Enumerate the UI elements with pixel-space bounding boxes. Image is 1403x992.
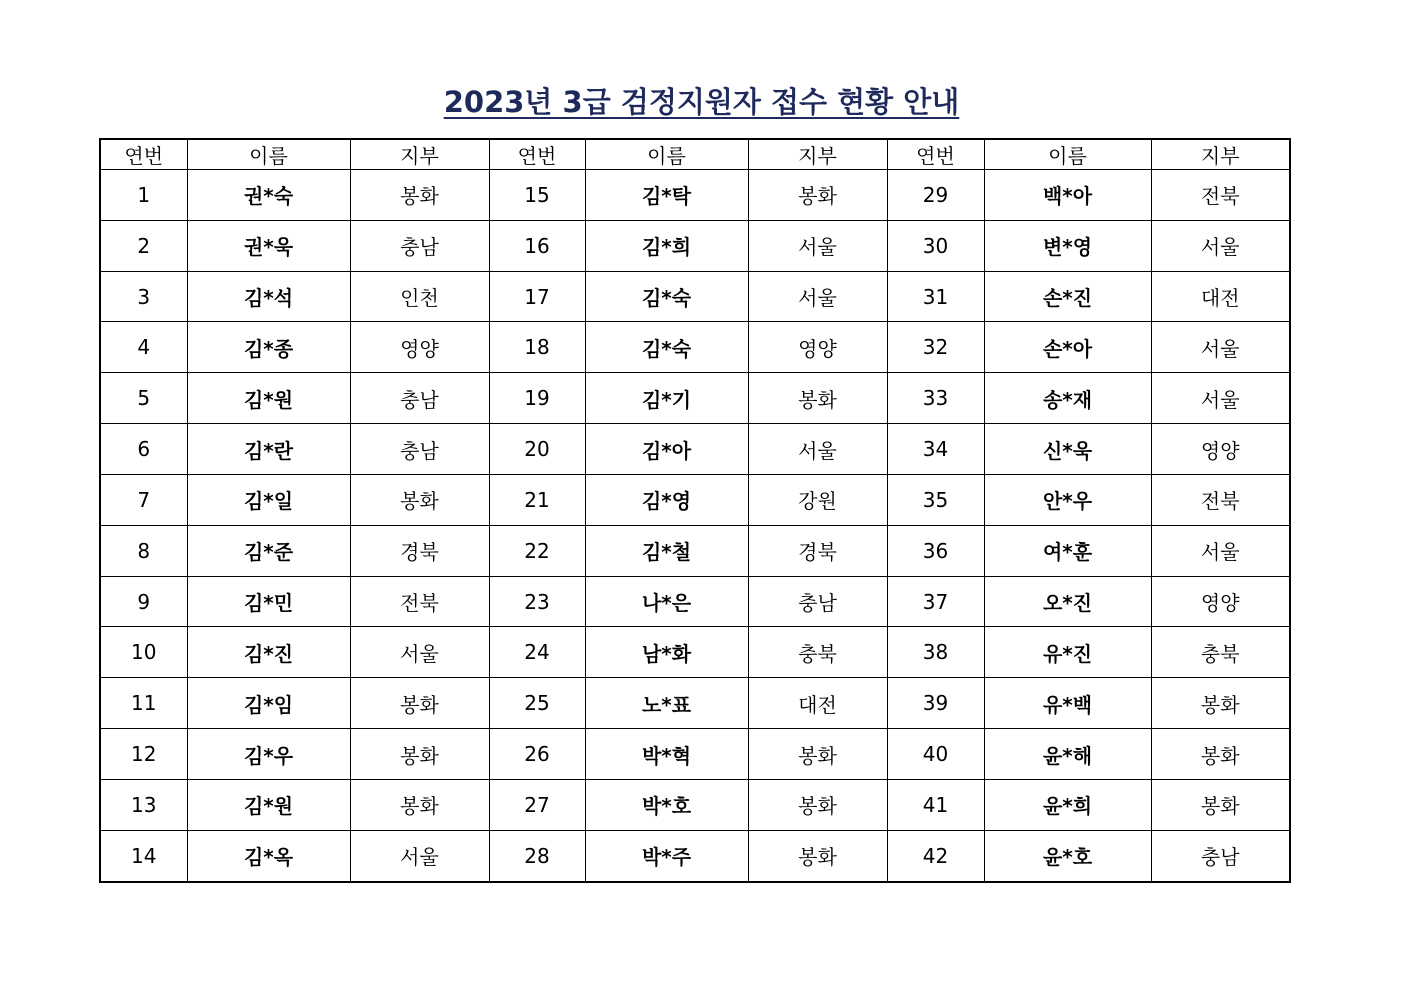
- cell-branch: 봉화: [748, 170, 887, 221]
- cell-no: 4: [100, 322, 187, 373]
- cell-name: 김*원: [187, 373, 350, 424]
- cell-no: 23: [489, 576, 585, 627]
- header-no: 연번: [100, 139, 187, 170]
- table-row: [100, 474, 1290, 525]
- cell-no: 39: [887, 678, 984, 729]
- cell-name: 김*란: [187, 424, 350, 475]
- cell-name: 나*은: [585, 576, 748, 627]
- cell-name: 김*숙: [585, 271, 748, 322]
- cell-no: 37: [887, 576, 984, 627]
- cell-no: 7: [100, 474, 187, 525]
- cell-name: 윤*해: [984, 729, 1151, 780]
- cell-no: 1: [100, 170, 187, 221]
- cell-branch: 서울: [748, 424, 887, 475]
- cell-name: 윤*호: [984, 830, 1151, 882]
- cell-branch: 충남: [350, 220, 489, 271]
- page-title: 2023년 3급 검정지원자 접수 현황 안내: [443, 85, 960, 119]
- cell-no: 41: [887, 779, 984, 830]
- cell-branch: 서울: [1151, 525, 1290, 576]
- cell-name: 유*백: [984, 678, 1151, 729]
- table-row: [100, 220, 1290, 271]
- cell-branch: 영양: [1151, 576, 1290, 627]
- cell-no: 24: [489, 627, 585, 678]
- cell-name: 유*진: [984, 627, 1151, 678]
- cell-branch: 충남: [1151, 830, 1290, 882]
- cell-no: 3: [100, 271, 187, 322]
- cell-name: 윤*희: [984, 779, 1151, 830]
- cell-branch: 충북: [1151, 627, 1290, 678]
- cell-no: 19: [489, 373, 585, 424]
- cell-name: 김*영: [585, 474, 748, 525]
- cell-name: 김*임: [187, 678, 350, 729]
- cell-no: 31: [887, 271, 984, 322]
- cell-no: 34: [887, 424, 984, 475]
- cell-branch: 봉화: [1151, 779, 1290, 830]
- cell-name: 송*재: [984, 373, 1151, 424]
- cell-name: 김*일: [187, 474, 350, 525]
- cell-no: 40: [887, 729, 984, 780]
- cell-name: 신*욱: [984, 424, 1151, 475]
- cell-branch: 봉화: [1151, 678, 1290, 729]
- cell-no: 38: [887, 627, 984, 678]
- cell-branch: 서울: [1151, 373, 1290, 424]
- cell-name: 안*우: [984, 474, 1151, 525]
- cell-name: 김*숙: [585, 322, 748, 373]
- cell-no: 42: [887, 830, 984, 882]
- applicant-table: [99, 138, 1291, 883]
- cell-name: 권*숙: [187, 170, 350, 221]
- table-row: [100, 627, 1290, 678]
- header-no: 연번: [489, 139, 585, 170]
- cell-no: 28: [489, 830, 585, 882]
- cell-no: 26: [489, 729, 585, 780]
- cell-no: 33: [887, 373, 984, 424]
- cell-name: 노*표: [585, 678, 748, 729]
- header-no: 연번: [887, 139, 984, 170]
- cell-name: 김*우: [187, 729, 350, 780]
- header-branch: 지부: [748, 139, 887, 170]
- cell-name: 김*희: [585, 220, 748, 271]
- cell-no: 30: [887, 220, 984, 271]
- cell-no: 13: [100, 779, 187, 830]
- cell-no: 25: [489, 678, 585, 729]
- cell-branch: 경북: [748, 525, 887, 576]
- table-row: [100, 779, 1290, 830]
- cell-branch: 충남: [350, 424, 489, 475]
- cell-branch: 서울: [350, 830, 489, 882]
- cell-name: 김*진: [187, 627, 350, 678]
- cell-no: 36: [887, 525, 984, 576]
- cell-branch: 봉화: [350, 729, 489, 780]
- cell-name: 손*아: [984, 322, 1151, 373]
- cell-name: 오*진: [984, 576, 1151, 627]
- table-row: [100, 678, 1290, 729]
- header-name: 이름: [984, 139, 1151, 170]
- cell-no: 11: [100, 678, 187, 729]
- cell-name: 박*주: [585, 830, 748, 882]
- cell-name: 손*진: [984, 271, 1151, 322]
- table-row: [100, 170, 1290, 221]
- cell-name: 김*기: [585, 373, 748, 424]
- cell-name: 박*혁: [585, 729, 748, 780]
- cell-branch: 대전: [1151, 271, 1290, 322]
- table-body: [100, 170, 1290, 883]
- cell-branch: 서울: [748, 220, 887, 271]
- cell-no: 2: [100, 220, 187, 271]
- cell-no: 32: [887, 322, 984, 373]
- cell-name: 김*종: [187, 322, 350, 373]
- cell-no: 21: [489, 474, 585, 525]
- cell-branch: 서울: [748, 271, 887, 322]
- header-branch: 지부: [350, 139, 489, 170]
- table-row: [100, 322, 1290, 373]
- cell-branch: 경북: [350, 525, 489, 576]
- cell-no: 22: [489, 525, 585, 576]
- cell-branch: 전북: [1151, 170, 1290, 221]
- cell-name: 김*석: [187, 271, 350, 322]
- cell-name: 박*호: [585, 779, 748, 830]
- cell-no: 15: [489, 170, 585, 221]
- cell-branch: 서울: [1151, 220, 1290, 271]
- header-name: 이름: [585, 139, 748, 170]
- cell-name: 김*준: [187, 525, 350, 576]
- cell-branch: 영양: [748, 322, 887, 373]
- cell-branch: 봉화: [748, 830, 887, 882]
- cell-branch: 서울: [350, 627, 489, 678]
- cell-branch: 봉화: [350, 170, 489, 221]
- cell-branch: 봉화: [350, 678, 489, 729]
- cell-branch: 대전: [748, 678, 887, 729]
- cell-no: 8: [100, 525, 187, 576]
- cell-name: 남*화: [585, 627, 748, 678]
- header-name: 이름: [187, 139, 350, 170]
- cell-no: 16: [489, 220, 585, 271]
- cell-name: 김*탁: [585, 170, 748, 221]
- cell-no: 18: [489, 322, 585, 373]
- table-row: [100, 271, 1290, 322]
- table-row: [100, 373, 1290, 424]
- cell-branch: 영양: [1151, 424, 1290, 475]
- cell-branch: 충남: [350, 373, 489, 424]
- cell-branch: 전북: [350, 576, 489, 627]
- cell-name: 김*아: [585, 424, 748, 475]
- cell-no: 17: [489, 271, 585, 322]
- cell-no: 27: [489, 779, 585, 830]
- cell-branch: 봉화: [748, 373, 887, 424]
- cell-name: 권*욱: [187, 220, 350, 271]
- cell-branch: 충북: [748, 627, 887, 678]
- table-row: [100, 424, 1290, 475]
- page-title-wrap: [0, 80, 1403, 121]
- header-branch: 지부: [1151, 139, 1290, 170]
- cell-name: 김*옥: [187, 830, 350, 882]
- cell-no: 35: [887, 474, 984, 525]
- table-header-row: [100, 139, 1290, 170]
- table-row: [100, 576, 1290, 627]
- table-row: [100, 525, 1290, 576]
- cell-name: 김*원: [187, 779, 350, 830]
- cell-no: 20: [489, 424, 585, 475]
- cell-no: 29: [887, 170, 984, 221]
- cell-name: 백*아: [984, 170, 1151, 221]
- cell-no: 10: [100, 627, 187, 678]
- cell-no: 5: [100, 373, 187, 424]
- cell-name: 변*영: [984, 220, 1151, 271]
- cell-no: 6: [100, 424, 187, 475]
- cell-branch: 서울: [1151, 322, 1290, 373]
- table-row: [100, 830, 1290, 882]
- cell-branch: 전북: [1151, 474, 1290, 525]
- cell-branch: 영양: [350, 322, 489, 373]
- table-row: [100, 729, 1290, 780]
- cell-branch: 충남: [748, 576, 887, 627]
- cell-name: 여*훈: [984, 525, 1151, 576]
- cell-no: 14: [100, 830, 187, 882]
- cell-name: 김*철: [585, 525, 748, 576]
- cell-no: 9: [100, 576, 187, 627]
- cell-no: 12: [100, 729, 187, 780]
- cell-branch: 봉화: [350, 779, 489, 830]
- cell-branch: 봉화: [1151, 729, 1290, 780]
- cell-name: 김*민: [187, 576, 350, 627]
- cell-branch: 봉화: [748, 729, 887, 780]
- cell-branch: 강원: [748, 474, 887, 525]
- cell-branch: 봉화: [748, 779, 887, 830]
- cell-branch: 봉화: [350, 474, 489, 525]
- cell-branch: 인천: [350, 271, 489, 322]
